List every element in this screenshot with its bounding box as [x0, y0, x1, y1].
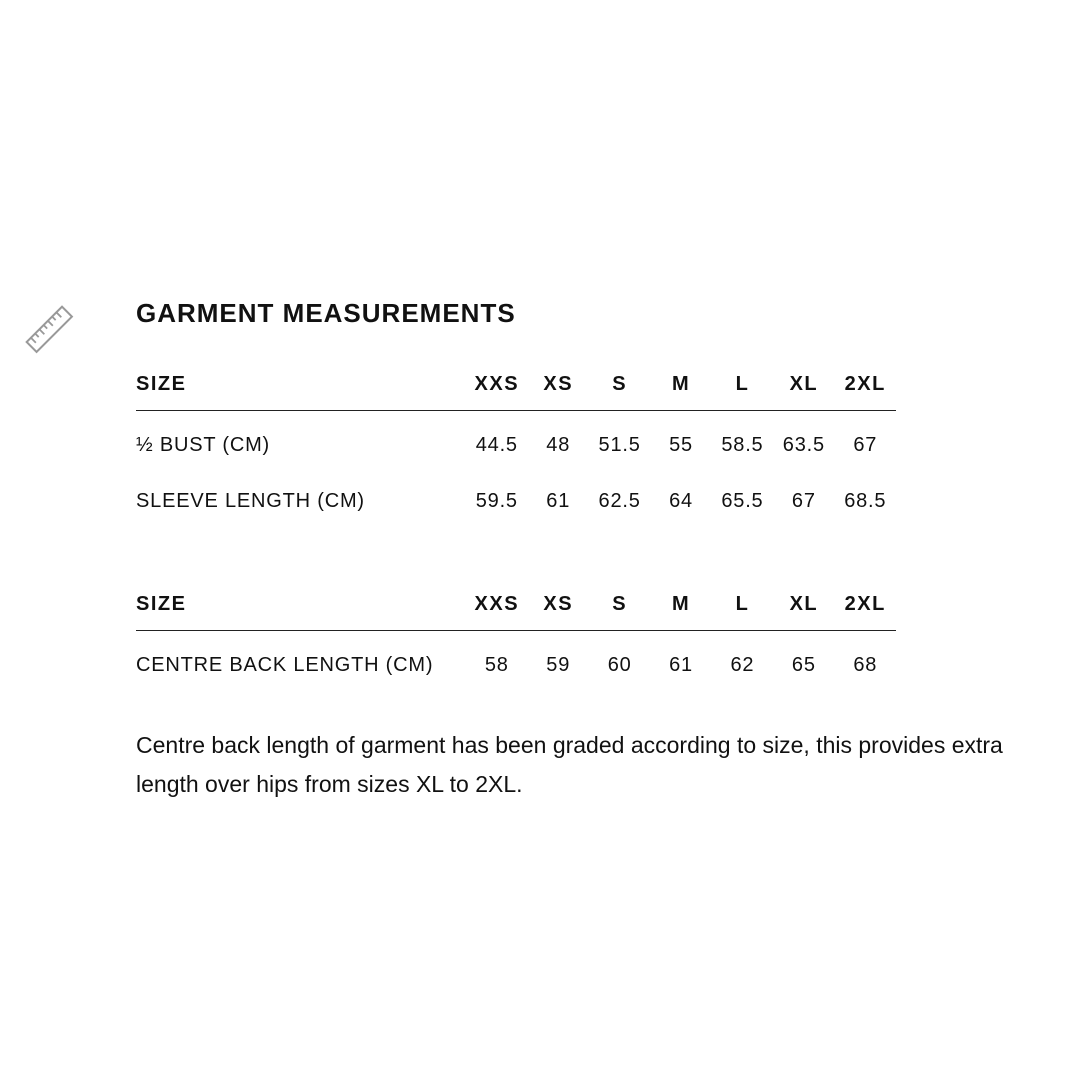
table-header-row	[136, 348, 896, 411]
size-header-xl: XL	[773, 348, 834, 411]
size-header-xl: XL	[773, 568, 834, 631]
table-row-centre-back-length	[136, 631, 896, 694]
size-header-m: M	[650, 348, 711, 411]
page-title: GARMENT MEASUREMENTS	[136, 298, 516, 328]
table-cell: 60	[607, 653, 632, 676]
size-header-xxs: XXS	[466, 568, 527, 631]
table-cell: 59.5	[475, 489, 518, 512]
size-table-bust-sleeve	[136, 348, 896, 529]
size-header-2xl: 2XL	[835, 568, 896, 631]
table-cell: 62.5	[598, 489, 641, 512]
table-row-sleeve-length	[136, 473, 896, 529]
table-cell: 68	[853, 653, 878, 676]
grading-note: Centre back length of garment has been graded according to size, this provides extra length over hips from sizes XL to 2XL.	[136, 732, 1003, 797]
size-header-label: SIZE	[136, 568, 466, 631]
size-header-s: S	[589, 568, 650, 631]
size-header-l: L	[712, 348, 773, 411]
table-cell: 58	[484, 653, 509, 676]
ruler-icon	[22, 302, 78, 358]
size-header-xxs: XXS	[466, 348, 527, 411]
size-table-centre-back	[136, 568, 896, 693]
size-header-xs: XS	[528, 568, 589, 631]
row-label: CENTRE BACK LENGTH (CM)	[136, 653, 434, 676]
table-cell: 67	[853, 433, 878, 456]
size-header-l: L	[712, 568, 773, 631]
table-cell: 62	[730, 653, 755, 676]
table-cell: 48	[546, 433, 571, 456]
table-cell: 51.5	[598, 433, 641, 456]
table-cell: 63.5	[782, 433, 825, 456]
table-cell: 65.5	[721, 489, 764, 512]
table-cell: 65	[791, 653, 816, 676]
table-header-row	[136, 568, 896, 631]
size-header-m: M	[650, 568, 711, 631]
table-cell: 55	[669, 433, 693, 456]
size-header-label: SIZE	[136, 348, 466, 411]
size-header-s: S	[589, 348, 650, 411]
table-cell: 68.5	[844, 489, 887, 512]
table-cell: 64	[669, 489, 693, 512]
table-cell: 59	[546, 653, 571, 676]
row-label: SLEEVE LENGTH (CM)	[136, 489, 365, 512]
table-cell: 67	[791, 489, 816, 512]
table-cell: 61	[669, 653, 693, 676]
table-cell: 44.5	[475, 433, 518, 456]
size-header-xs: XS	[528, 348, 589, 411]
row-label: ½ BUST (CM)	[136, 433, 270, 456]
size-header-2xl: 2XL	[835, 348, 896, 411]
table-cell: 58.5	[721, 433, 764, 456]
table-row-bust	[136, 411, 896, 474]
table-cell: 61	[546, 489, 571, 512]
